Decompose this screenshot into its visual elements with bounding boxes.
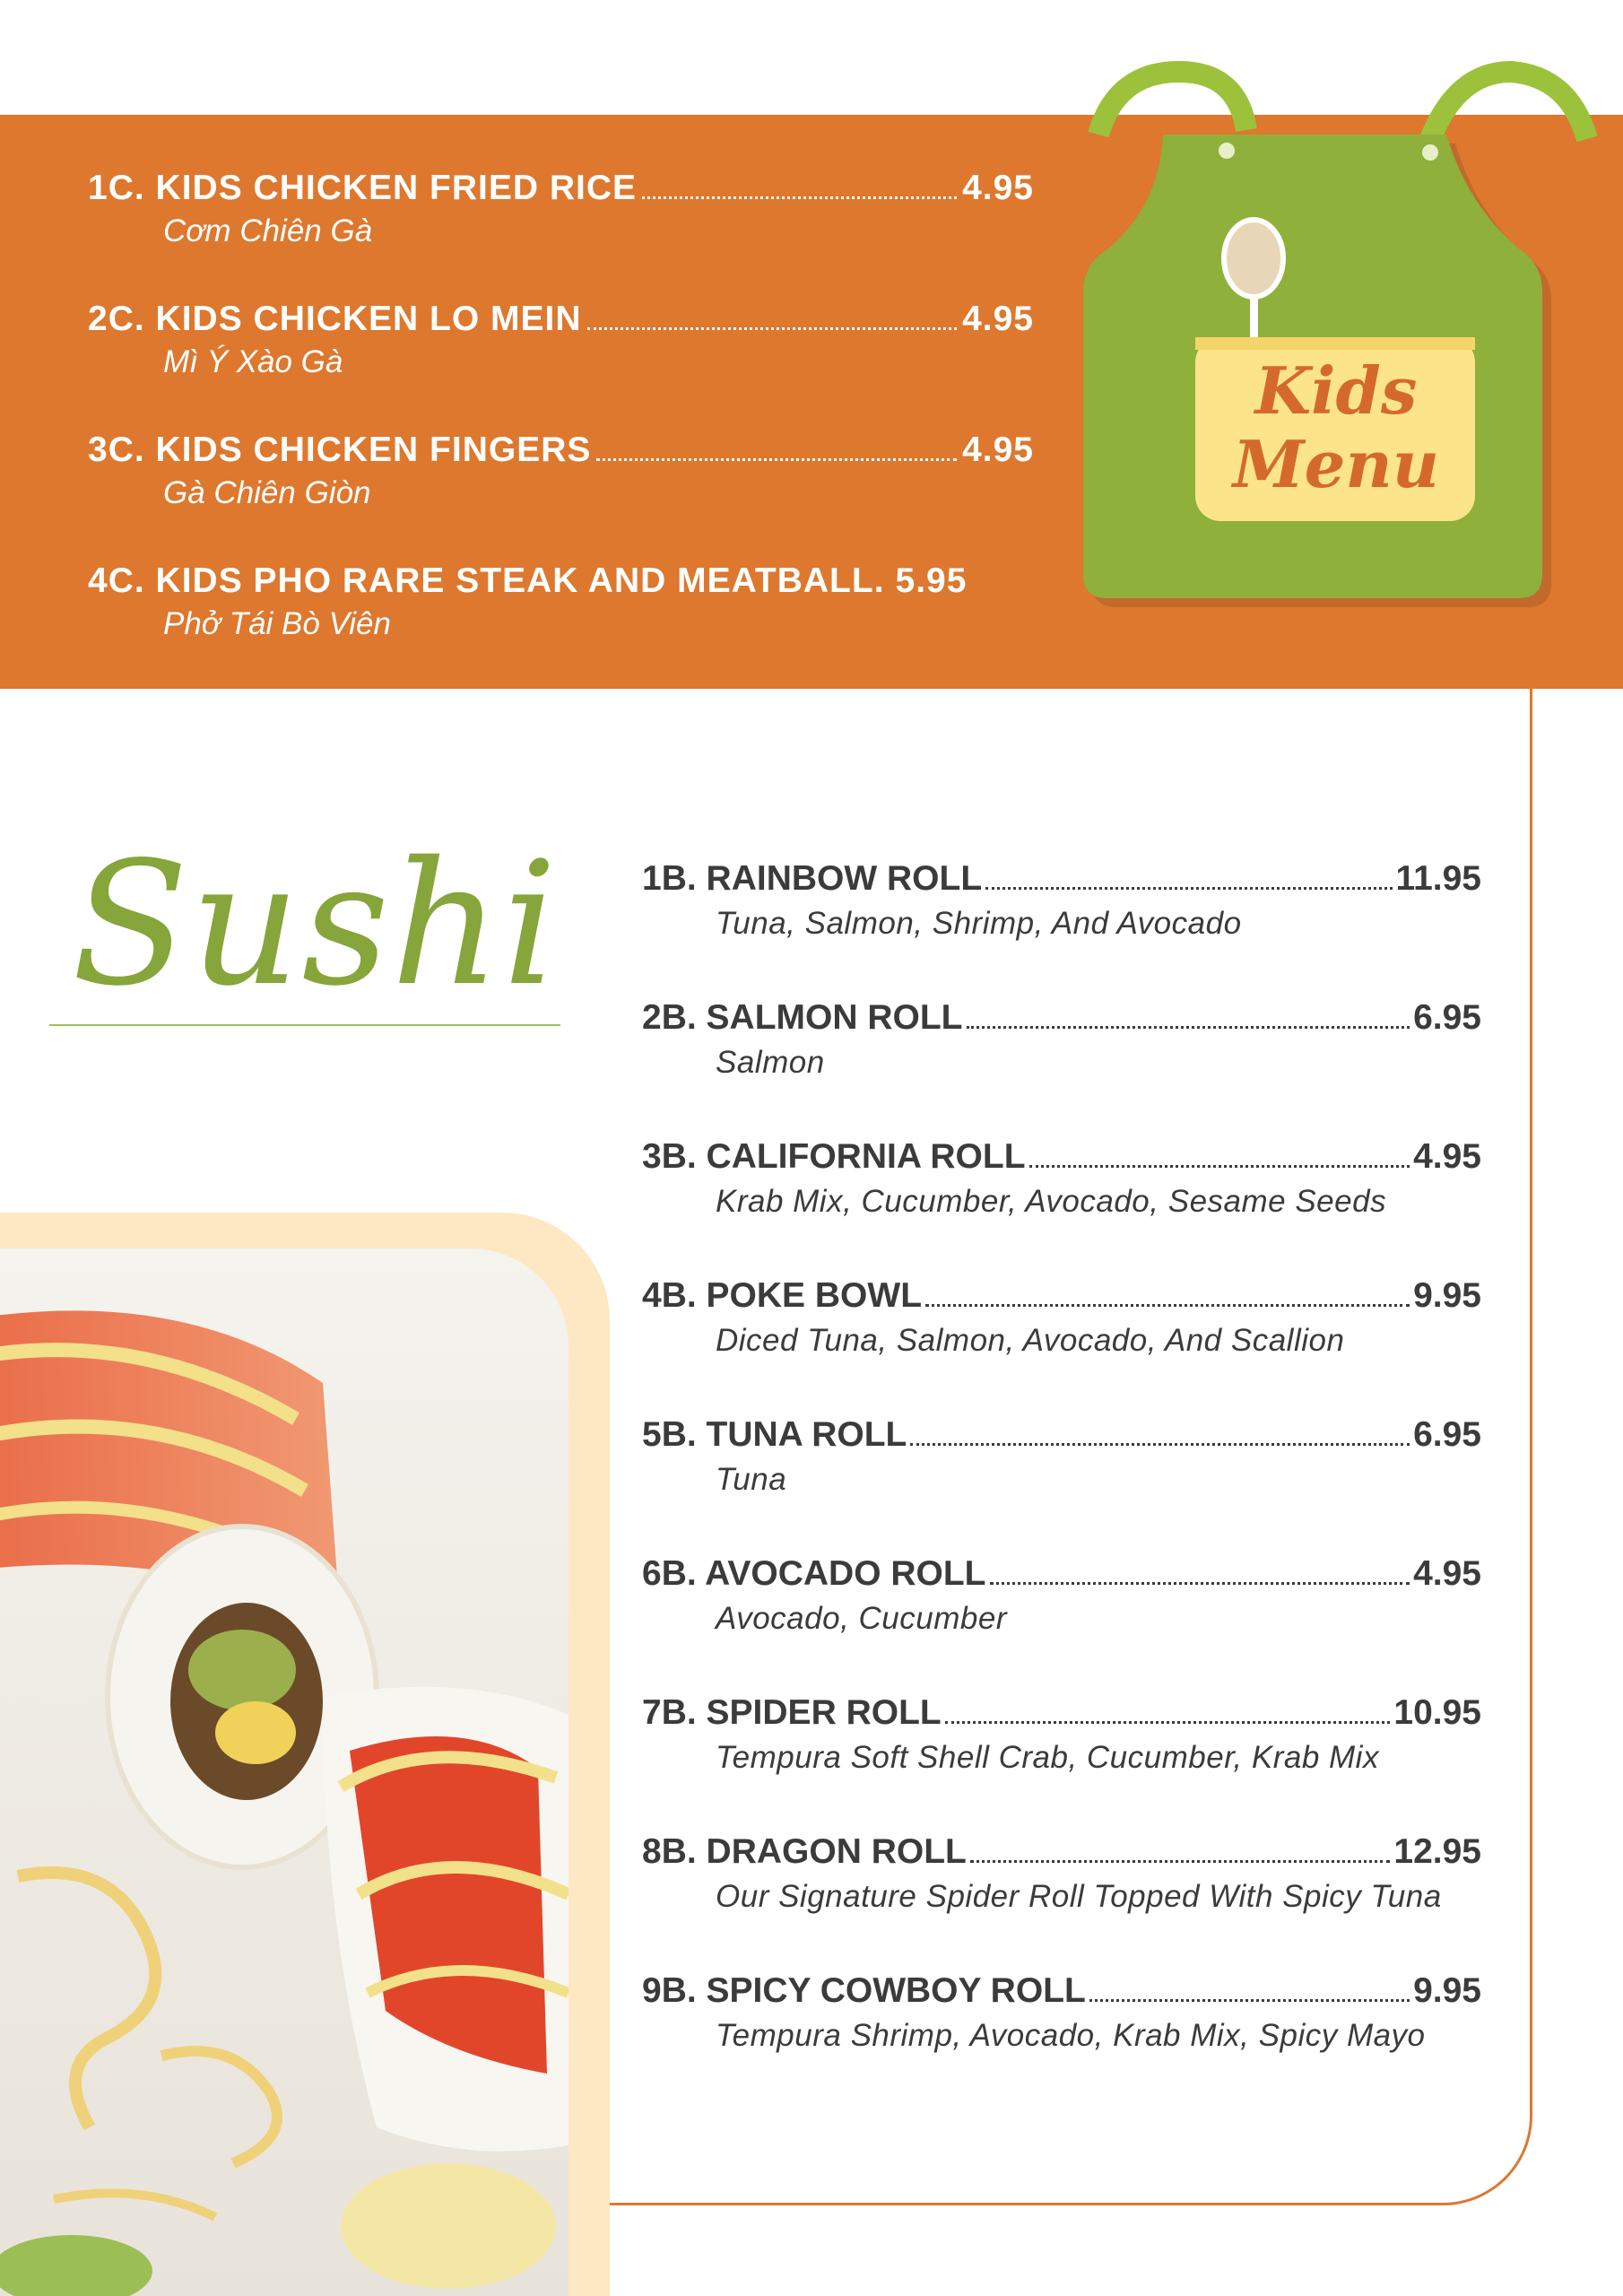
- sushi-menu-item: [642, 859, 1481, 998]
- item-price: 4.95: [962, 430, 1034, 469]
- item-price: 10.95: [1393, 1693, 1481, 1732]
- dot-leader: [910, 1443, 1410, 1446]
- item-name: 6B. AVOCADO ROLL: [642, 1554, 986, 1593]
- kids-title-line1: Kids: [1254, 352, 1418, 429]
- dot-leader: [642, 196, 957, 199]
- dot-leader: [1089, 1999, 1410, 2002]
- kids-menu-item: [88, 430, 1034, 561]
- dot-leader: [985, 887, 1392, 890]
- apron-icon: [1063, 54, 1601, 628]
- item-description: Cơm Chiên Gà: [163, 213, 373, 248]
- dot-leader: [945, 1721, 1391, 1724]
- dot-leader: [990, 1582, 1410, 1585]
- item-price: 4.95: [962, 300, 1034, 338]
- item-name: 3B. CALIFORNIA ROLL: [642, 1137, 1026, 1176]
- sushi-heading: Sushi: [72, 825, 560, 1023]
- kids-menu-list: [88, 169, 1034, 692]
- kids-menu-item: [88, 300, 1034, 430]
- item-price: 9.95: [1413, 1276, 1481, 1315]
- item-price: 6.95: [1413, 998, 1481, 1037]
- item-price: 4.95: [962, 169, 1034, 207]
- dot-leader: [1029, 1165, 1410, 1168]
- item-name: 5B. TUNA ROLL: [642, 1415, 907, 1454]
- item-name: 1C. KIDS CHICKEN FRIED RICE: [88, 169, 638, 207]
- item-description: Tuna, Salmon, Shrimp, And Avocado: [716, 906, 1242, 941]
- sushi-menu-item: [642, 1276, 1481, 1415]
- sushi-menu-item: [642, 1415, 1481, 1554]
- item-name: 4B. POKE BOWL: [642, 1276, 923, 1315]
- kids-title-line2: Menu: [1232, 426, 1440, 502]
- item-description: Tempura Shrimp, Avocado, Krab Mix, Spicy Mayo: [716, 2018, 1426, 2053]
- sushi-menu-item: [642, 1971, 1481, 2110]
- item-description: Gà Chiên Giòn: [163, 475, 371, 510]
- sushi-menu-item: [642, 1137, 1481, 1276]
- kids-menu-item: [88, 169, 1034, 300]
- item-description: Salmon: [716, 1045, 825, 1080]
- item-name: 2B. SALMON ROLL: [642, 998, 963, 1037]
- item-description: Krab Mix, Cucumber, Avocado, Sesame Seeds: [716, 1184, 1387, 1219]
- dot-leader: [970, 1860, 1391, 1863]
- sushi-roll-photo: [0, 1248, 568, 2296]
- sushi-menu-item: [642, 1693, 1481, 1832]
- item-price: 6.95: [1413, 1415, 1481, 1454]
- item-price: 5.95: [895, 561, 968, 600]
- item-name: 8B. DRAGON ROLL: [642, 1832, 967, 1871]
- item-price: 11.95: [1395, 859, 1481, 898]
- item-name: 2C. KIDS CHICKEN LO MEIN: [88, 300, 582, 338]
- dot-leader: [596, 458, 957, 461]
- kids-menu-title: [1197, 354, 1475, 501]
- sushi-menu-item: [642, 1832, 1481, 1971]
- sushi-menu-item: [642, 1554, 1481, 1693]
- item-price: 4.95: [1413, 1137, 1481, 1176]
- dot-leader: [925, 1304, 1410, 1307]
- item-name: 9B. SPICY COWBOY ROLL: [642, 1971, 1086, 2010]
- item-description: Phở Tái Bò Viên: [163, 606, 391, 641]
- item-price: 12.95: [1393, 1832, 1481, 1871]
- item-name: 1B. RAINBOW ROLL: [642, 859, 983, 898]
- item-description: Our Signature Spider Roll Topped With Spicy Tuna: [716, 1879, 1442, 1914]
- item-name: 4C. KIDS PHO RARE STEAK AND MEATBALL.: [88, 561, 885, 600]
- item-description: Avocado, Cucumber: [716, 1601, 1007, 1636]
- item-price: 4.95: [1413, 1554, 1481, 1593]
- item-description: Tempura Soft Shell Crab, Cucumber, Krab Mix: [716, 1740, 1379, 1775]
- item-name: 3C. KIDS CHICKEN FINGERS: [88, 430, 592, 469]
- item-description: Mì Ý Xào Gà: [163, 344, 343, 379]
- dot-leader: [587, 327, 958, 330]
- item-name: 7B. SPIDER ROLL: [642, 1693, 942, 1732]
- sushi-menu-item: [642, 998, 1481, 1137]
- item-price: 9.95: [1413, 1971, 1481, 2010]
- kids-menu-item: [88, 561, 1034, 692]
- item-description: Diced Tuna, Salmon, Avocado, And Scallion: [716, 1323, 1345, 1358]
- dot-leader: [967, 1026, 1410, 1029]
- item-description: Tuna: [716, 1462, 787, 1497]
- heading-divider: [49, 1024, 560, 1026]
- sushi-menu-list: [642, 859, 1481, 2110]
